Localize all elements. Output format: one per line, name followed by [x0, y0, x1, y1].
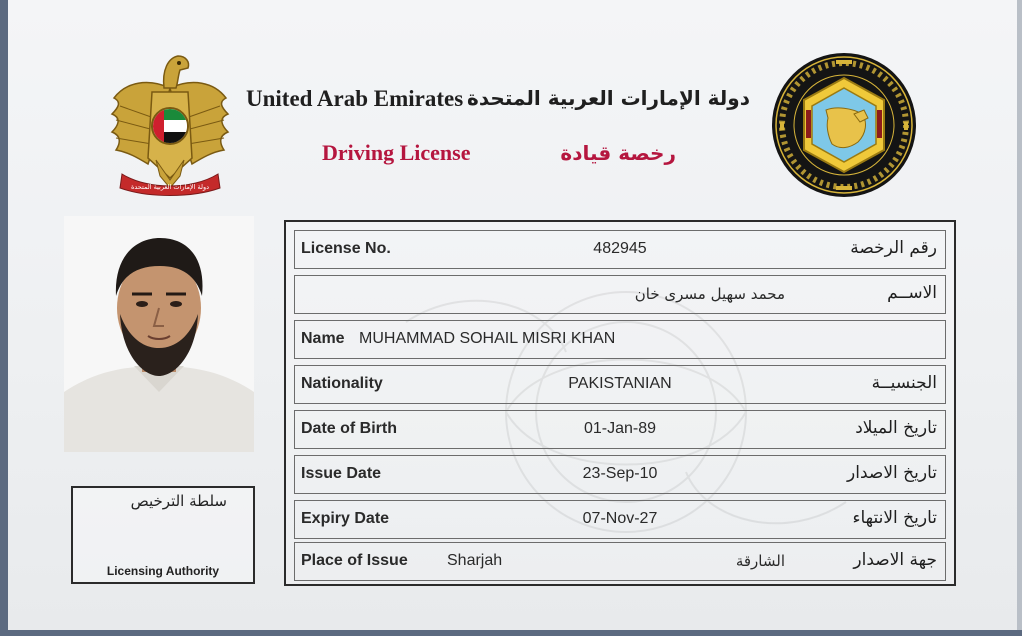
card-edge-bottom	[0, 630, 1022, 636]
issue-date-label-ar: تاريخ الاصدار	[847, 463, 937, 483]
row-license-no	[294, 230, 946, 269]
name-value: MUHAMMAD SOHAIL MISRI KHAN	[359, 330, 616, 347]
place-of-issue-label: Place of Issue	[301, 552, 408, 569]
uae-falcon-emblem-icon	[108, 48, 232, 198]
license-details-table	[284, 220, 956, 586]
row-expiry-date	[294, 500, 946, 539]
holder-portrait-icon	[64, 216, 254, 452]
issue-date-label: Issue Date	[301, 465, 382, 482]
gcc-seal-icon	[770, 52, 918, 198]
nationality-value: PAKISTANIAN	[568, 375, 672, 392]
row-nationality	[294, 365, 946, 404]
card-edge-left	[0, 0, 8, 636]
expiry-date-label-ar: تاريخ الانتهاء	[852, 508, 937, 528]
expiry-date-label: Expiry Date	[301, 510, 390, 527]
svg-text:دولة الإمارات العربية المتحدة: دولة الإمارات العربية المتحدة	[130, 183, 210, 191]
country-title-ar: دولة الإمارات العربية المتحدة	[467, 86, 750, 110]
license-no-label-ar: رقم الرخصة	[850, 238, 937, 258]
nationality-label: Nationality	[301, 375, 383, 392]
name-label: Name	[301, 330, 345, 347]
holder-photo	[64, 216, 254, 452]
nationality-label-ar: الجنسيــة	[871, 373, 937, 393]
expiry-date-value: 07-Nov-27	[582, 510, 658, 527]
license-no-label: License No.	[301, 240, 391, 257]
name-label-ar: الاســم	[887, 283, 937, 303]
licensing-authority-box	[71, 486, 255, 584]
place-of-issue-value: Sharjah	[447, 552, 503, 569]
country-title-en: United Arab Emirates	[246, 86, 464, 111]
place-of-issue-value-ar: الشارقة	[735, 552, 785, 570]
row-issue-date	[294, 455, 946, 494]
license-no-value: 482945	[593, 240, 647, 257]
document-title-ar: رخصة قيادة	[560, 141, 676, 165]
dob-label: Date of Birth	[301, 420, 397, 437]
licensing-authority-label-ar: سلطة الترخيص	[130, 492, 227, 510]
licensing-authority-label-en: Licensing Authority	[106, 564, 220, 578]
dob-value: 01-Jan-89	[583, 420, 657, 437]
row-name	[294, 320, 946, 359]
document-title-en: Driving License	[322, 140, 471, 165]
place-of-issue-label-ar: جهة الاصدار	[853, 550, 937, 570]
name-value-ar: محمد سهيل مسرى خان	[634, 285, 785, 303]
issue-date-value: 23-Sep-10	[582, 465, 658, 482]
row-date-of-birth	[294, 410, 946, 449]
row-place-of-issue	[294, 542, 946, 581]
card-edge-right	[1017, 0, 1022, 636]
row-name-ar	[294, 275, 946, 314]
dob-label-ar: تاريخ الميلاد	[855, 418, 937, 438]
